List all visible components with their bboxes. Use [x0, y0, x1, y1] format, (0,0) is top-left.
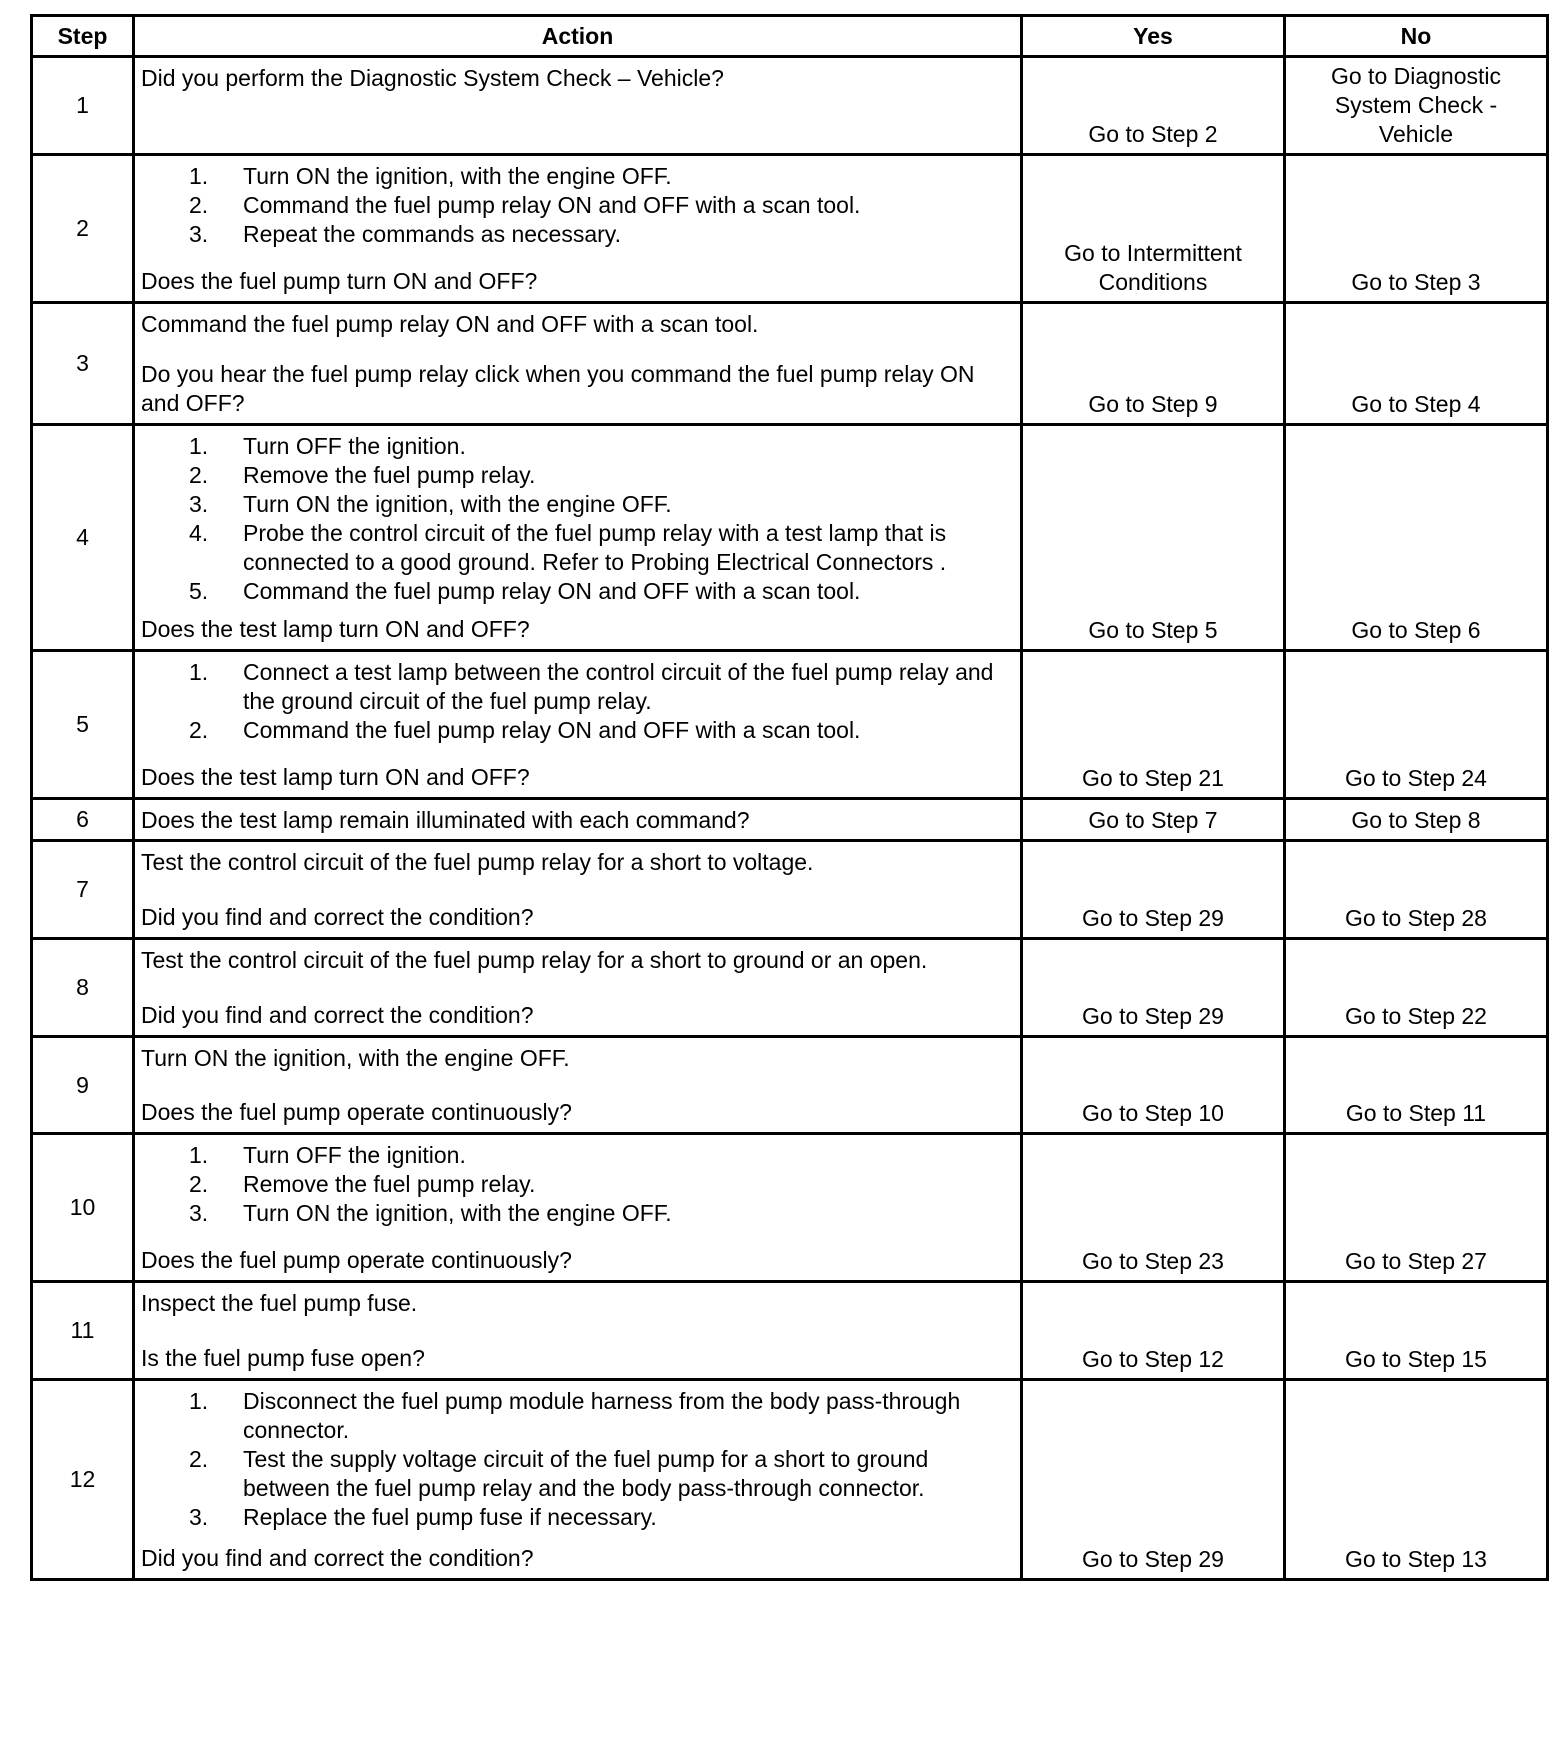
- action-question: Does the test lamp turn ON and OFF?: [141, 764, 530, 790]
- list-item-number: 5.: [189, 578, 209, 604]
- list-item: [141, 490, 1014, 519]
- step-number: 3: [32, 303, 134, 425]
- yes-result: Go to Step 29: [1022, 1380, 1285, 1580]
- step-number: 7: [32, 841, 134, 939]
- step-number: 9: [32, 1037, 134, 1134]
- action-steps-list: [141, 432, 1014, 606]
- list-item-number: 3.: [189, 1200, 209, 1226]
- yes-result: Go to Step 5: [1022, 425, 1285, 651]
- list-item-number: 1.: [189, 1388, 209, 1414]
- list-item-text: Command the fuel pump relay ON and OFF with a scan tool.: [243, 192, 861, 218]
- list-item: [141, 191, 1014, 220]
- table-row: [32, 1134, 1548, 1282]
- list-item-text: Replace the fuel pump fuse if necessary.: [243, 1504, 657, 1530]
- action-steps-list: [141, 1387, 1014, 1532]
- action-question: Does the fuel pump operate continuously?: [141, 1099, 572, 1125]
- list-item-number: 2.: [189, 717, 209, 743]
- list-item-number: 1.: [189, 163, 209, 189]
- step-action: [134, 155, 1022, 303]
- step-number: 2: [32, 155, 134, 303]
- list-item-number: 2.: [189, 192, 209, 218]
- no-result: Go to Step 6: [1285, 425, 1548, 651]
- step-action: [134, 799, 1022, 841]
- no-result: Go to Step 11: [1285, 1037, 1548, 1134]
- step-number: 6: [32, 799, 134, 841]
- table-row: [32, 155, 1548, 303]
- list-item-number: 1.: [189, 1142, 209, 1168]
- header-action: Action: [134, 16, 1022, 57]
- table-row: [32, 1282, 1548, 1380]
- no-result: Go to Step 22: [1285, 939, 1548, 1037]
- yes-result: Go to Step 29: [1022, 841, 1285, 939]
- step-action: [134, 1282, 1022, 1380]
- diagnostic-table: [30, 14, 1549, 1581]
- action-question: Did you find and correct the condition?: [141, 904, 534, 930]
- step-action: [134, 425, 1022, 651]
- list-item: [141, 519, 1014, 577]
- step-number: 4: [32, 425, 134, 651]
- step-action: [134, 651, 1022, 799]
- yes-result: Go to Step 7: [1022, 799, 1285, 841]
- list-item: [141, 461, 1014, 490]
- yes-result: Go to Step 21: [1022, 651, 1285, 799]
- list-item-number: 4.: [189, 520, 209, 546]
- action-question: Did you find and correct the condition?: [141, 1002, 534, 1028]
- list-item-text: Turn OFF the ignition.: [243, 433, 466, 459]
- yes-result: Go to Step 23: [1022, 1134, 1285, 1282]
- step-action: [134, 1380, 1022, 1580]
- list-item: [141, 1387, 1014, 1445]
- step-action: [134, 939, 1022, 1037]
- list-item-number: 3.: [189, 491, 209, 517]
- action-steps-list: [141, 162, 1014, 249]
- yes-result: Go to Step 29: [1022, 939, 1285, 1037]
- list-item: [141, 1445, 1014, 1503]
- list-item-text: Command the fuel pump relay ON and OFF with a scan tool.: [243, 717, 861, 743]
- action-question: Is the fuel pump fuse open?: [141, 1345, 425, 1371]
- list-item: [141, 577, 1014, 606]
- yes-result: Go to Step 10: [1022, 1037, 1285, 1134]
- list-item-text: Test the supply voltage circuit of the fuel pump for a short to ground between the fuel pump relay and the body pass-through connector.: [243, 1446, 929, 1501]
- list-item-text: Turn OFF the ignition.: [243, 1142, 466, 1168]
- list-item-text: Probe the control circuit of the fuel pump relay with a test lamp that is connected to a good ground. Refer to Probing Electrical Connectors .: [243, 520, 947, 575]
- step-action: [134, 57, 1022, 155]
- action-text: Did you perform the Diagnostic System Check – Vehicle?: [141, 65, 724, 91]
- table-row: [32, 57, 1548, 155]
- list-item: [141, 1141, 1014, 1170]
- yes-result: Go to Step 12: [1022, 1282, 1285, 1380]
- list-item-text: Repeat the commands as necessary.: [243, 221, 621, 247]
- no-result: Go to Step 24: [1285, 651, 1548, 799]
- action-text: Test the control circuit of the fuel pump relay for a short to voltage.: [141, 849, 814, 875]
- list-item-text: Connect a test lamp between the control circuit of the fuel pump relay and the ground circuit of the fuel pump relay.: [243, 659, 994, 714]
- no-result: Go to Step 28: [1285, 841, 1548, 939]
- list-item: [141, 220, 1014, 249]
- table-row: [32, 1037, 1548, 1134]
- list-item: [141, 716, 1014, 745]
- step-number: 5: [32, 651, 134, 799]
- list-item-number: 2.: [189, 462, 209, 488]
- header-row: [32, 16, 1548, 57]
- header-no: No: [1285, 16, 1548, 57]
- step-number: 12: [32, 1380, 134, 1580]
- action-question: Does the fuel pump operate continuously?: [141, 1247, 572, 1273]
- no-result: Go to Step 8: [1285, 799, 1548, 841]
- list-item-text: Disconnect the fuel pump module harness from the body pass-through connector.: [243, 1388, 961, 1443]
- action-text: Test the control circuit of the fuel pump relay for a short to ground or an open.: [141, 947, 928, 973]
- header-yes: Yes: [1022, 16, 1285, 57]
- no-result: Go to Step 15: [1285, 1282, 1548, 1380]
- step-number: 11: [32, 1282, 134, 1380]
- no-result: Go to Step 27: [1285, 1134, 1548, 1282]
- step-action: [134, 1037, 1022, 1134]
- action-text: Inspect the fuel pump fuse.: [141, 1290, 418, 1316]
- step-action: [134, 303, 1022, 425]
- list-item: [141, 1170, 1014, 1199]
- action-question: Do you hear the fuel pump relay click when you command the fuel pump relay ON and OFF?: [141, 361, 975, 416]
- no-result: Go to Step 4: [1285, 303, 1548, 425]
- list-item: [141, 432, 1014, 461]
- table-row: [32, 939, 1548, 1037]
- action-question: Does the test lamp turn ON and OFF?: [141, 616, 530, 642]
- step-number: 1: [32, 57, 134, 155]
- list-item-text: Turn ON the ignition, with the engine OFF.: [243, 491, 672, 517]
- table-row: [32, 651, 1548, 799]
- action-steps-list: [141, 1141, 1014, 1228]
- list-item: [141, 658, 1014, 716]
- action-question: Did you find and correct the condition?: [141, 1545, 534, 1571]
- table-row: [32, 1380, 1548, 1580]
- list-item: [141, 1199, 1014, 1228]
- step-number: 10: [32, 1134, 134, 1282]
- yes-result: Go to Intermittent Conditions: [1022, 155, 1285, 303]
- action-steps-list: [141, 658, 1014, 745]
- list-item-number: 2.: [189, 1446, 209, 1472]
- list-item: [141, 162, 1014, 191]
- list-item-number: 1.: [189, 433, 209, 459]
- list-item-number: 3.: [189, 221, 209, 247]
- action-text: Turn ON the ignition, with the engine OFF.: [141, 1045, 570, 1071]
- list-item-text: Remove the fuel pump relay.: [243, 462, 536, 488]
- yes-result: Go to Step 9: [1022, 303, 1285, 425]
- list-item-number: 3.: [189, 1504, 209, 1530]
- list-item-text: Command the fuel pump relay ON and OFF with a scan tool.: [243, 578, 861, 604]
- step-number: 8: [32, 939, 134, 1037]
- table-row: [32, 799, 1548, 841]
- action-text: Command the fuel pump relay ON and OFF with a scan tool.: [141, 311, 759, 337]
- no-result: Go to Step 13: [1285, 1380, 1548, 1580]
- list-item-number: 2.: [189, 1171, 209, 1197]
- list-item-text: Remove the fuel pump relay.: [243, 1171, 536, 1197]
- table-body: [32, 57, 1548, 1580]
- step-action: [134, 841, 1022, 939]
- table-row: [32, 841, 1548, 939]
- list-item-text: Turn ON the ignition, with the engine OFF.: [243, 163, 672, 189]
- no-result: Go to Step 3: [1285, 155, 1548, 303]
- list-item-text: Turn ON the ignition, with the engine OFF.: [243, 1200, 672, 1226]
- action-question: Does the fuel pump turn ON and OFF?: [141, 268, 538, 294]
- step-action: [134, 1134, 1022, 1282]
- header-step: Step: [32, 16, 134, 57]
- table-row: [32, 303, 1548, 425]
- table-row: [32, 425, 1548, 651]
- list-item: [141, 1503, 1014, 1532]
- list-item-number: 1.: [189, 659, 209, 685]
- no-result: Go to Diagnostic System Check - Vehicle: [1285, 57, 1548, 155]
- action-text: Does the test lamp remain illuminated with each command?: [141, 807, 750, 833]
- yes-result: Go to Step 2: [1022, 57, 1285, 155]
